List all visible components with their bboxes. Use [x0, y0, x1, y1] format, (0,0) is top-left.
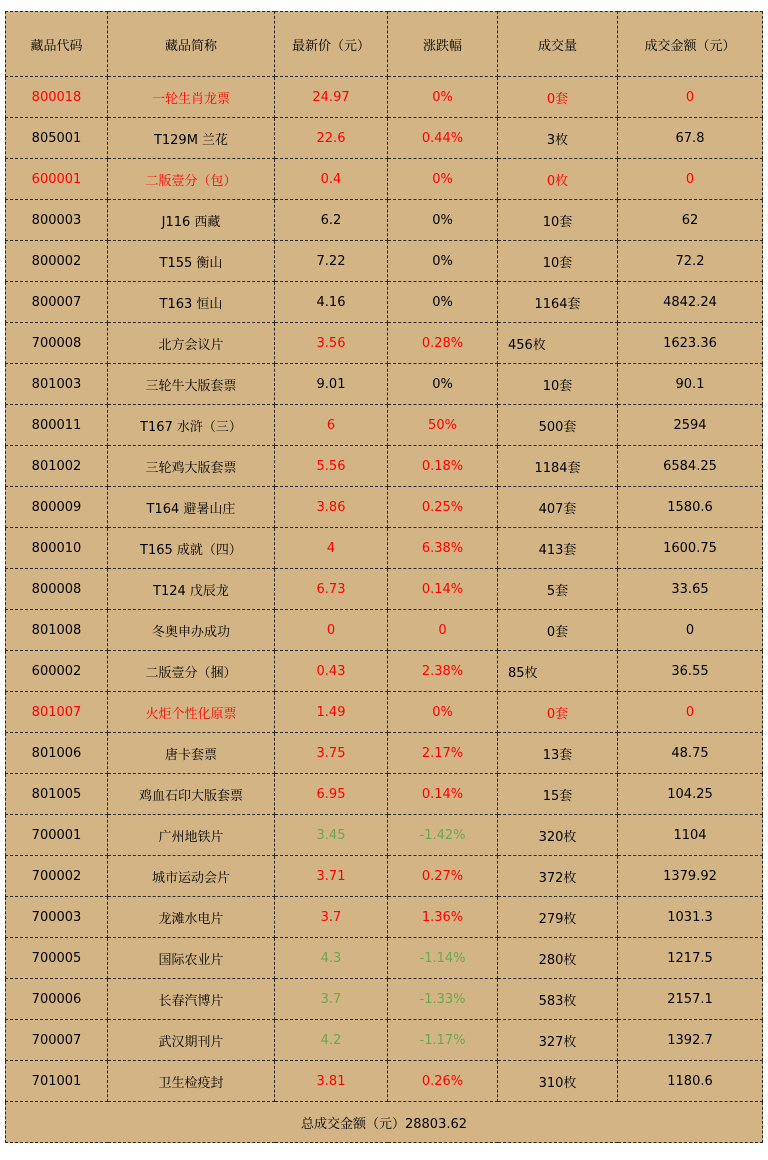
cell-name: 一轮生肖龙票	[108, 77, 275, 118]
cell-code: 800018	[6, 77, 108, 118]
cell-amount: 1180.6	[618, 1061, 763, 1102]
cell-volume: 5套	[498, 569, 618, 610]
cell-change: 0.27%	[388, 856, 498, 897]
cell-price: 0.4	[275, 159, 388, 200]
cell-price: 4.2	[275, 1020, 388, 1061]
cell-name: T129M 兰花	[108, 118, 275, 159]
cell-code: 801006	[6, 733, 108, 774]
cell-amount: 33.65	[618, 569, 763, 610]
cell-change: -1.17%	[388, 1020, 498, 1061]
cell-change: 50%	[388, 405, 498, 446]
cell-name: T155 衡山	[108, 241, 275, 282]
table-row	[6, 159, 763, 200]
table-row	[6, 651, 763, 692]
cell-name: 卫生检疫封	[108, 1061, 275, 1102]
cell-price: 3.7	[275, 979, 388, 1020]
cell-code: 700005	[6, 938, 108, 979]
table-row	[6, 364, 763, 405]
cell-change: 0.14%	[388, 569, 498, 610]
cell-price: 6.73	[275, 569, 388, 610]
cell-volume: 320枚	[498, 815, 618, 856]
cell-amount: 72.2	[618, 241, 763, 282]
cell-code: 700002	[6, 856, 108, 897]
cell-name: 二版壹分（捆）	[108, 651, 275, 692]
cell-change: 0.26%	[388, 1061, 498, 1102]
cell-price: 3.75	[275, 733, 388, 774]
cell-price: 9.01	[275, 364, 388, 405]
cell-price: 22.6	[275, 118, 388, 159]
cell-code: 800011	[6, 405, 108, 446]
table-footer-row	[6, 1102, 763, 1143]
header-price: 最新价（元）	[275, 12, 388, 77]
table-row	[6, 446, 763, 487]
table-row	[6, 282, 763, 323]
cell-amount: 1623.36	[618, 323, 763, 364]
cell-change: 0%	[388, 77, 498, 118]
cell-volume: 0套	[498, 77, 618, 118]
header-name: 藏品简称	[108, 12, 275, 77]
cell-price: 3.81	[275, 1061, 388, 1102]
cell-price: 4.3	[275, 938, 388, 979]
cell-code: 700001	[6, 815, 108, 856]
cell-amount: 0	[618, 692, 763, 733]
cell-name: 冬奥申办成功	[108, 610, 275, 651]
cell-amount: 36.55	[618, 651, 763, 692]
cell-change: 0%	[388, 159, 498, 200]
cell-amount: 0	[618, 77, 763, 118]
cell-code: 800002	[6, 241, 108, 282]
cell-change: 6.38%	[388, 528, 498, 569]
table-row	[6, 528, 763, 569]
cell-code: 700003	[6, 897, 108, 938]
cell-code: 801008	[6, 610, 108, 651]
cell-amount: 1600.75	[618, 528, 763, 569]
cell-volume: 327枚	[498, 1020, 618, 1061]
cell-code: 800007	[6, 282, 108, 323]
cell-change: -1.33%	[388, 979, 498, 1020]
cell-name: T124 戊辰龙	[108, 569, 275, 610]
cell-name: J116 西藏	[108, 200, 275, 241]
cell-volume: 10套	[498, 364, 618, 405]
cell-name: 武汉期刊片	[108, 1020, 275, 1061]
cell-change: 0%	[388, 364, 498, 405]
table-row	[6, 938, 763, 979]
cell-price: 6.95	[275, 774, 388, 815]
stamp-market-table	[5, 11, 763, 1143]
cell-name: 二版壹分（包）	[108, 159, 275, 200]
cell-name: 龙滩水电片	[108, 897, 275, 938]
cell-code: 800008	[6, 569, 108, 610]
cell-change: 0.25%	[388, 487, 498, 528]
cell-amount: 1104	[618, 815, 763, 856]
cell-price: 3.86	[275, 487, 388, 528]
cell-amount: 1580.6	[618, 487, 763, 528]
cell-name: 三轮鸡大版套票	[108, 446, 275, 487]
cell-amount: 62	[618, 200, 763, 241]
cell-name: 北方会议片	[108, 323, 275, 364]
cell-name: T165 成就（四）	[108, 528, 275, 569]
cell-price: 3.45	[275, 815, 388, 856]
cell-name: 国际农业片	[108, 938, 275, 979]
cell-amount: 0	[618, 610, 763, 651]
cell-name: 城市运动会片	[108, 856, 275, 897]
cell-name: 唐卡套票	[108, 733, 275, 774]
cell-change: 0%	[388, 200, 498, 241]
cell-volume: 310枚	[498, 1061, 618, 1102]
table-header-row	[6, 12, 763, 77]
cell-change: 0.28%	[388, 323, 498, 364]
table-row	[6, 118, 763, 159]
cell-amount: 104.25	[618, 774, 763, 815]
cell-volume: 3枚	[498, 118, 618, 159]
cell-volume: 456枚	[498, 323, 618, 364]
table-row	[6, 77, 763, 118]
cell-name: T167 水浒（三）	[108, 405, 275, 446]
cell-name: T164 避暑山庄	[108, 487, 275, 528]
table-row	[6, 241, 763, 282]
cell-price: 5.56	[275, 446, 388, 487]
cell-amount: 90.1	[618, 364, 763, 405]
cell-volume: 413套	[498, 528, 618, 569]
cell-change: 0%	[388, 692, 498, 733]
cell-code: 701001	[6, 1061, 108, 1102]
cell-volume: 1184套	[498, 446, 618, 487]
cell-name: 鸡血石印大版套票	[108, 774, 275, 815]
cell-volume: 13套	[498, 733, 618, 774]
table-row	[6, 979, 763, 1020]
cell-code: 800010	[6, 528, 108, 569]
cell-amount: 48.75	[618, 733, 763, 774]
table-row	[6, 774, 763, 815]
cell-volume: 10套	[498, 200, 618, 241]
cell-volume: 280枚	[498, 938, 618, 979]
cell-code: 801002	[6, 446, 108, 487]
cell-code: 600001	[6, 159, 108, 200]
table-row	[6, 1020, 763, 1061]
table-row	[6, 856, 763, 897]
cell-volume: 0枚	[498, 159, 618, 200]
cell-price: 24.97	[275, 77, 388, 118]
cell-name: 长春汽博片	[108, 979, 275, 1020]
cell-volume: 279枚	[498, 897, 618, 938]
table-row	[6, 405, 763, 446]
cell-amount: 1031.3	[618, 897, 763, 938]
cell-code: 801007	[6, 692, 108, 733]
cell-code: 805001	[6, 118, 108, 159]
cell-code: 800009	[6, 487, 108, 528]
cell-change: 2.38%	[388, 651, 498, 692]
cell-price: 6	[275, 405, 388, 446]
cell-price: 4	[275, 528, 388, 569]
cell-volume: 583枚	[498, 979, 618, 1020]
cell-volume: 85枚	[498, 651, 618, 692]
cell-code: 700006	[6, 979, 108, 1020]
cell-change: 2.17%	[388, 733, 498, 774]
cell-code: 800003	[6, 200, 108, 241]
table-body	[6, 77, 763, 1102]
table-row	[6, 200, 763, 241]
cell-name: 火炬个性化原票	[108, 692, 275, 733]
cell-change: 0	[388, 610, 498, 651]
total-amount: 总成交金额（元）28803.62	[6, 1102, 763, 1143]
table-row	[6, 487, 763, 528]
cell-change: 0.44%	[388, 118, 498, 159]
cell-price: 3.56	[275, 323, 388, 364]
cell-change: 0.14%	[388, 774, 498, 815]
cell-price: 0	[275, 610, 388, 651]
cell-amount: 67.8	[618, 118, 763, 159]
table-row	[6, 897, 763, 938]
cell-amount: 1379.92	[618, 856, 763, 897]
cell-change: 0%	[388, 282, 498, 323]
cell-amount: 1217.5	[618, 938, 763, 979]
cell-code: 700007	[6, 1020, 108, 1061]
table-row	[6, 610, 763, 651]
cell-price: 3.7	[275, 897, 388, 938]
cell-name: 广州地铁片	[108, 815, 275, 856]
cell-price: 6.2	[275, 200, 388, 241]
table-row	[6, 1061, 763, 1102]
cell-code: 700008	[6, 323, 108, 364]
cell-change: 0%	[388, 241, 498, 282]
cell-volume: 500套	[498, 405, 618, 446]
header-code: 藏品代码	[6, 12, 108, 77]
cell-amount: 2594	[618, 405, 763, 446]
cell-code: 801005	[6, 774, 108, 815]
table-row	[6, 692, 763, 733]
table-row	[6, 815, 763, 856]
table-row	[6, 569, 763, 610]
cell-volume: 1164套	[498, 282, 618, 323]
cell-volume: 15套	[498, 774, 618, 815]
table-row	[6, 733, 763, 774]
market-table-container	[5, 11, 762, 1143]
cell-volume: 372枚	[498, 856, 618, 897]
cell-price: 7.22	[275, 241, 388, 282]
cell-volume: 407套	[498, 487, 618, 528]
cell-name: T163 恒山	[108, 282, 275, 323]
cell-price: 3.71	[275, 856, 388, 897]
cell-price: 4.16	[275, 282, 388, 323]
cell-volume: 0套	[498, 692, 618, 733]
cell-change: -1.42%	[388, 815, 498, 856]
header-volume: 成交量	[498, 12, 618, 77]
cell-code: 600002	[6, 651, 108, 692]
cell-volume: 0套	[498, 610, 618, 651]
cell-amount: 2157.1	[618, 979, 763, 1020]
header-amount: 成交金额（元）	[618, 12, 763, 77]
cell-amount: 1392.7	[618, 1020, 763, 1061]
cell-change: 0.18%	[388, 446, 498, 487]
cell-amount: 4842.24	[618, 282, 763, 323]
table-row	[6, 323, 763, 364]
cell-price: 1.49	[275, 692, 388, 733]
cell-change: 1.36%	[388, 897, 498, 938]
header-change: 涨跌幅	[388, 12, 498, 77]
cell-amount: 6584.25	[618, 446, 763, 487]
cell-amount: 0	[618, 159, 763, 200]
cell-code: 801003	[6, 364, 108, 405]
cell-change: -1.14%	[388, 938, 498, 979]
cell-volume: 10套	[498, 241, 618, 282]
cell-price: 0.43	[275, 651, 388, 692]
cell-name: 三轮牛大版套票	[108, 364, 275, 405]
